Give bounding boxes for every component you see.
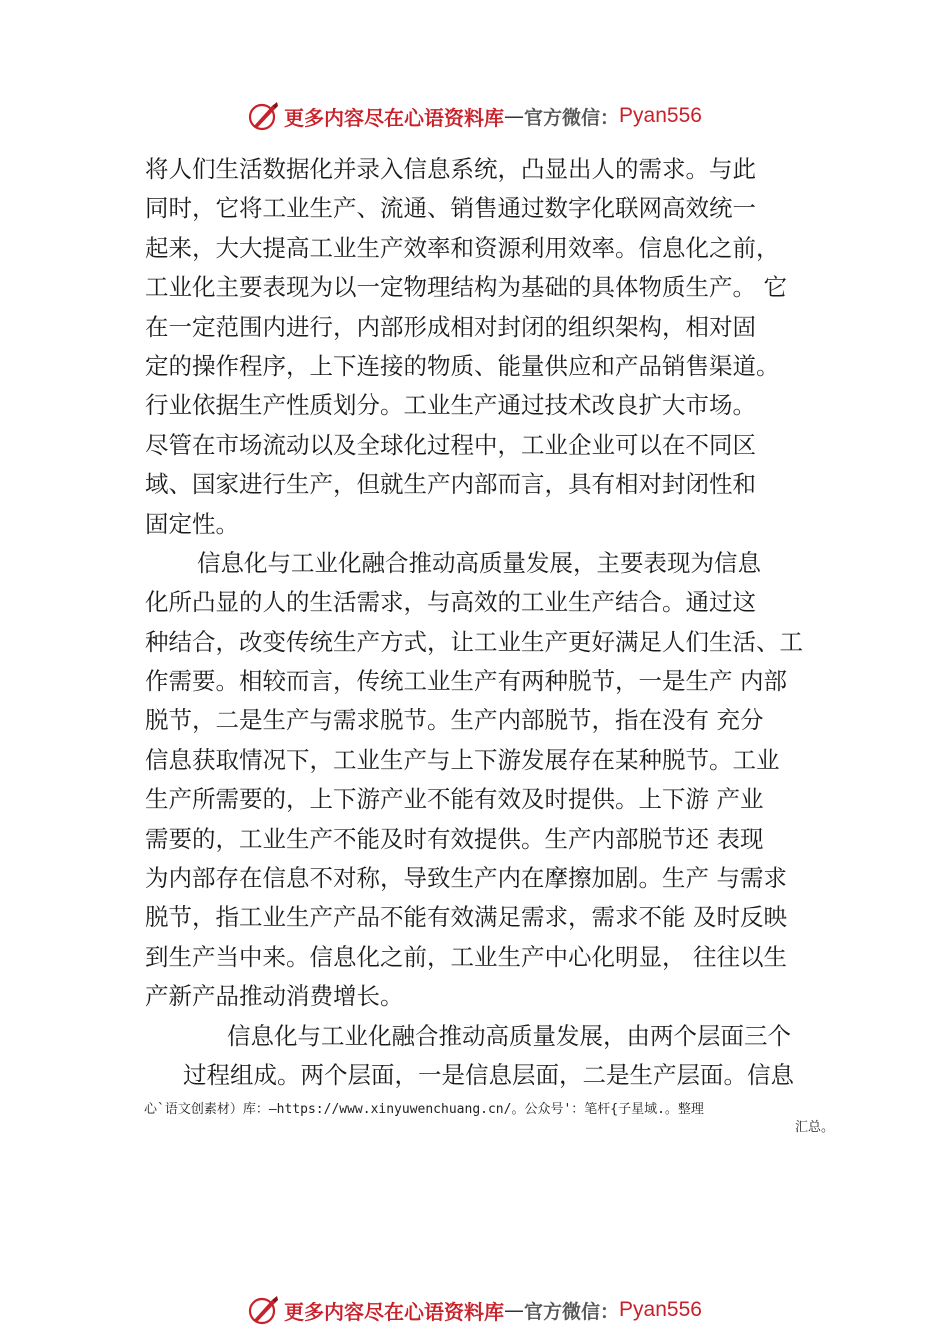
text-line: 信息化与工业化融合推动高质量发展，由两个层面三个 (227, 1021, 791, 1050)
text-line: 需要的，工业生产不能及时有效提供。生产内部脱节还 表现 (145, 824, 764, 853)
header-separator: — (504, 1298, 525, 1322)
text-line: 在一定范围内进行，内部形成相对封闭的组织架构，相对固 (145, 312, 756, 341)
text-line: 尽管在市场流动以及全球化过程中，工业企业可以在不同区 (145, 430, 756, 459)
text-line: 同时，它将工业生产、流通、销售通过数字化联网高效统一 (145, 194, 756, 223)
text-line: 到生产当中来。信息化之前，工业生产中心化明显， 往往以生 (145, 942, 787, 971)
text-line: 起来，大大提高工业生产效率和资源利用效率。信息化之前， (145, 233, 780, 262)
header-wechat-id: Pyan556 (619, 104, 702, 127)
text-line: 脱节，指工业生产产品不能有效满足需求，需求不能 及时反映 (145, 903, 787, 932)
text-line: 种结合，改变传统生产方式，让工业生产更好满足人们生活、工 (145, 627, 803, 656)
header-title: 更多内容尽在心语资料库 (284, 105, 505, 130)
text-line: 定的操作程序，上下连接的物质、能量供应和产品销售渠道。 (145, 351, 780, 380)
pen-logo-icon (248, 100, 280, 132)
paragraph-1 (145, 150, 825, 544)
text-line: 信息获取情况下，工业生产与上下游发展存在某种脱节。工业 (145, 745, 780, 774)
footnote-line-1: 心`语文创素材）库：—https://www.xinyuwenchuang.cn/。公众号'：笔杆{子星域.。整理 (144, 1102, 704, 1117)
header-wechat-label: 官方微信： (524, 1300, 620, 1323)
paragraph-3 (145, 1017, 825, 1096)
text-line: 脱节，二是生产与需求脱节。生产内部脱节，指在没有 充分 (145, 706, 764, 735)
text-line: 信息化与工业化融合推动高质量发展，主要表现为信息 (197, 548, 761, 577)
text-line: 工业化主要表现为以一定物理结构为基础的具体物质生产。 它 (145, 273, 787, 302)
pen-logo-icon (248, 1294, 280, 1326)
text-line: 生产所需要的，上下游产业不能有效及时提供。上下游 产业 (145, 785, 764, 814)
text-line: 产新产品推动消费增长。 (145, 982, 404, 1011)
document-body (145, 150, 825, 1095)
header-wechat-id: Pyan556 (619, 1298, 702, 1321)
text-line: 化所凸显的人的生活需求，与高效的工业生产结合。通过这 (145, 588, 756, 617)
footnote-line-2: 汇总。 (794, 1120, 834, 1135)
text-line: 过程组成。两个层面，一是信息层面，二是生产层面。信息 (183, 1060, 794, 1089)
text-line: 行业依据生产性质划分。工业生产通过技术改良扩大市场。 (145, 391, 756, 420)
footnote (144, 1101, 844, 1137)
page-header-top (0, 96, 950, 136)
header-title: 更多内容尽在心语资料库 (284, 1299, 505, 1324)
text-line: 固定性。 (145, 509, 239, 538)
text-line: 将人们生活数据化并录入信息系统，凸显出人的需求。与此 (145, 155, 756, 183)
text-line: 为内部存在信息不对称，导致生产内在摩擦加剧。生产 与需求 (145, 864, 787, 893)
text-line: 作需要。相较而言，传统工业生产有两种脱节，一是生产 内部 (145, 667, 787, 696)
text-line: 域、国家进行生产，但就生产内部而言，具有相对封闭性和 (145, 470, 756, 499)
paragraph-2 (145, 544, 825, 1017)
header-wechat-label: 官方微信： (524, 106, 620, 129)
page-header-bottom (0, 1290, 950, 1330)
header-separator: — (504, 104, 525, 128)
